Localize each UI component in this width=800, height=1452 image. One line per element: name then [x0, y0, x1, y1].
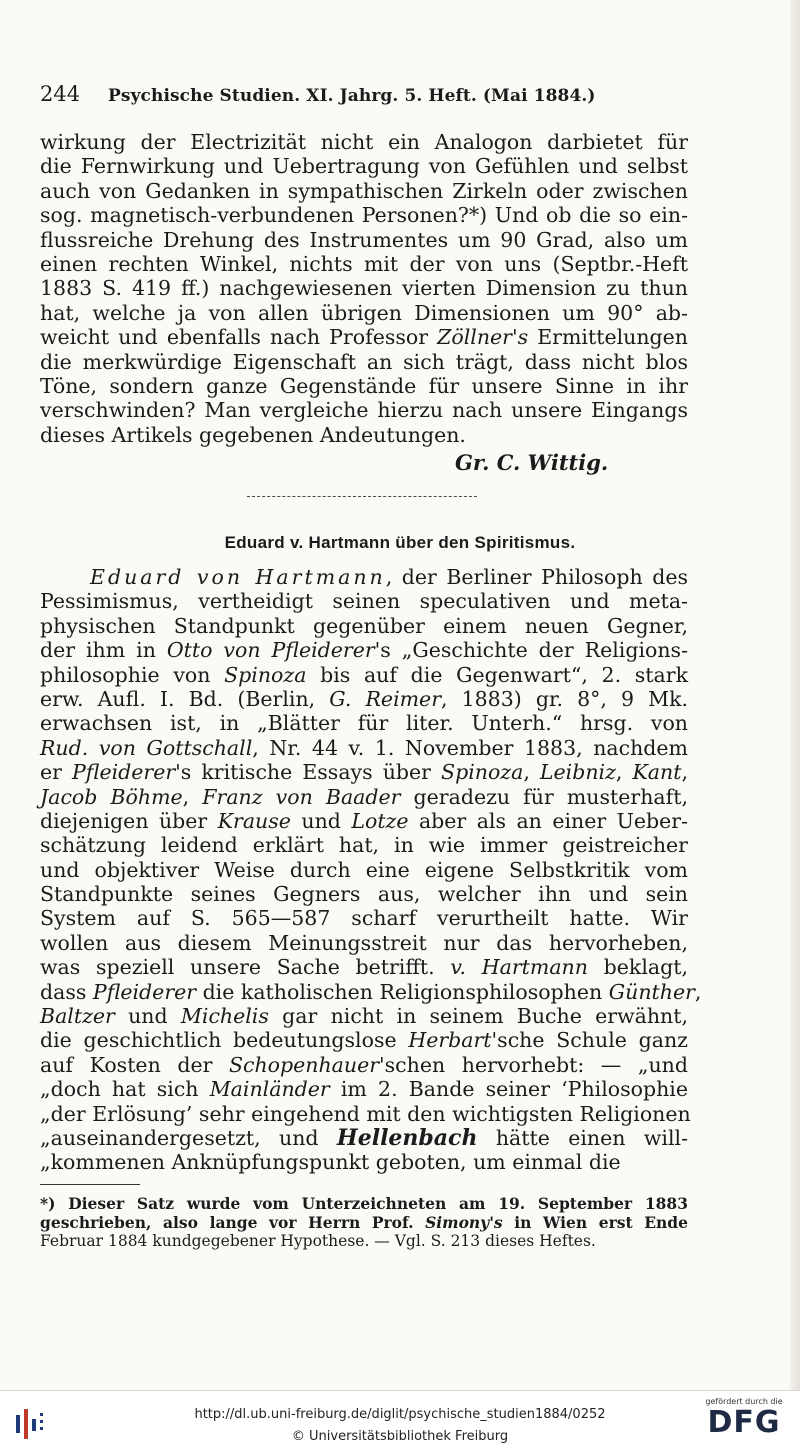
- copyright-notice: © Universitätsbibliothek Freiburg: [291, 1429, 509, 1444]
- author-signature: Gr. C. Wittig.: [455, 450, 609, 475]
- permalink-link[interactable]: http://dl.ub.uni-freiburg.de/diglit/psychische_studien1884/0252: [194, 1407, 606, 1422]
- footnote-line: geschrieben, also lange vor Herrn Prof. Simony's in Wien erst Ende: [40, 1213, 689, 1232]
- viewer-footer: [0, 1390, 800, 1452]
- intro-line: sog. magnetisch-verbundenen Personen?*) Und ob die so ein-: [40, 203, 688, 228]
- intro-line: die Fernwirkung und Uebertragung von Gefühlen und selbst: [40, 154, 688, 179]
- intro-line: einen rechten Winkel, nichts mit der von uns (Septbr.-Heft: [40, 251, 688, 276]
- page-number: 244: [40, 82, 81, 106]
- intro-paragraph: [40, 130, 688, 447]
- article-line: was speziell unsere Sache betrifft. v. Hartmann beklagt,: [40, 955, 688, 980]
- dfg-tagline: gefördert durch die: [705, 1397, 783, 1406]
- intro-line: flussreiche Drehung des Instrumentes um 90 Grad, also um: [40, 227, 688, 252]
- page-edge-shadow: [790, 0, 800, 1390]
- article-line: „doch hat sich Mainländer im 2. Bande seiner ‘Philosophie: [40, 1077, 688, 1102]
- intro-line: wirkung der Electrizität nicht ein Analogon darbietet für: [40, 130, 688, 154]
- article-body: [40, 565, 702, 1175]
- article-line: Rud. von Gottschall, Nr. 44 v. 1. November 1883, nachdem: [40, 735, 688, 760]
- article-line: erwachsen ist, in „Blätter für liter. Unterh.“ hrsg. von: [40, 711, 688, 736]
- article-line: diejenigen über Krause und Lotze aber als an einer Ueber-: [40, 808, 689, 833]
- article-line: Pessimismus, vertheidigt seinen speculativen und meta-: [40, 589, 688, 614]
- article-line: er Pfleiderer's kritische Essays über Spinoza, Leibniz, Kant,: [40, 760, 688, 785]
- article-line: Baltzer und Michelis gar nicht in seinem Buche erwähnt,: [40, 1004, 688, 1029]
- article-line: wollen aus diesem Meinungsstreit nur das hervorheben,: [40, 930, 688, 955]
- article-line: Jacob Böhme, Franz von Baader geradezu für musterhaft,: [40, 784, 688, 809]
- dfg-logo-text: DFG: [707, 1405, 781, 1440]
- footnote-line: *) Dieser Satz wurde vom Unterzeichneten am 19. September 1883: [40, 1194, 688, 1213]
- running-header: [40, 82, 680, 106]
- intro-line: 1883 S. 419 ff.) nachgewiesenen vierten Dimension zu thun: [40, 276, 688, 301]
- article-line: die geschichtlich bedeutungslose Herbart'sche Schule ganz: [40, 1028, 688, 1053]
- intro-line: verschwinden? Man vergleiche hierzu nach unsere Eingangs: [40, 398, 688, 423]
- intro-line: auch von Gedanken in sympathischen Zirkeln oder zwischen: [40, 178, 688, 203]
- article-line: Eduard von Hartmann, der Berliner Philosoph des: [90, 565, 688, 589]
- article-line: Standpunkte seines Gegners aus, welcher ihn und sein: [40, 882, 688, 907]
- article-line: schätzung leidend erklärt hat, in wie immer geistreicher: [40, 833, 688, 858]
- intro-line: dieses Artikels gegebenen Andeutungen.: [40, 422, 466, 447]
- intro-line: hat, welche ja von allen übrigen Dimensionen um 90° ab-: [40, 300, 688, 325]
- article-line: System auf S. 565—587 scharf verurtheilt hatte. Wir: [40, 906, 688, 931]
- article-line: „auseinandergesetzt, und Hellenbach hätte einen will-: [40, 1124, 688, 1151]
- footnote: [40, 1194, 688, 1251]
- intro-line: weicht und ebenfalls nach Professor Zöllner's Ermittelungen: [40, 325, 689, 350]
- intro-line: Töne, sondern ganze Gegenstände für unsere Sinne in ihr: [40, 373, 688, 398]
- article-line: und objektiver Weise durch eine eigene Selbstkritik vom: [40, 857, 688, 882]
- footnote-divider: [40, 1184, 140, 1185]
- running-title: Psychische Studien. XI. Jahrg. 5. Heft. (Mai 1884.): [108, 86, 596, 106]
- footnote-line: Februar 1884 kundgegebener Hypothese. — Vgl. S. 213 dieses Heftes.: [40, 1232, 596, 1250]
- article-line: erw. Aufl. I. Bd. (Berlin, G. Reimer, 1883) gr. 8°, 9 Mk.: [40, 686, 689, 711]
- article-line: physischen Standpunkt gegenüber einem neuen Gegner,: [40, 613, 688, 638]
- section-divider: [247, 496, 477, 497]
- article-line: „der Erlösung’ sehr eingehend mit den wichtigsten Religionen: [40, 1101, 691, 1126]
- article-line: dass Pfleiderer die katholischen Religionsphilosophen Günther,: [40, 979, 702, 1004]
- article-line: auf Kosten der Schopenhauer'schen hervorhebt: — „und: [40, 1052, 688, 1077]
- section-title: Eduard v. Hartmann über den Spiritismus.: [224, 533, 576, 552]
- intro-line: die merkwürdige Eigenschaft an sich trägt, dass nicht blos: [40, 349, 688, 374]
- dfg-logo: [700, 1397, 788, 1440]
- article-line: philosophie von Spinoza bis auf die Gegenwart“, 2. stark: [40, 662, 688, 687]
- article-line: der ihm in Otto von Pfleiderer's „Geschichte der Religions-: [40, 638, 688, 663]
- article-line: „kommenen Anknüpfungspunkt geboten, um einmal die: [40, 1150, 621, 1175]
